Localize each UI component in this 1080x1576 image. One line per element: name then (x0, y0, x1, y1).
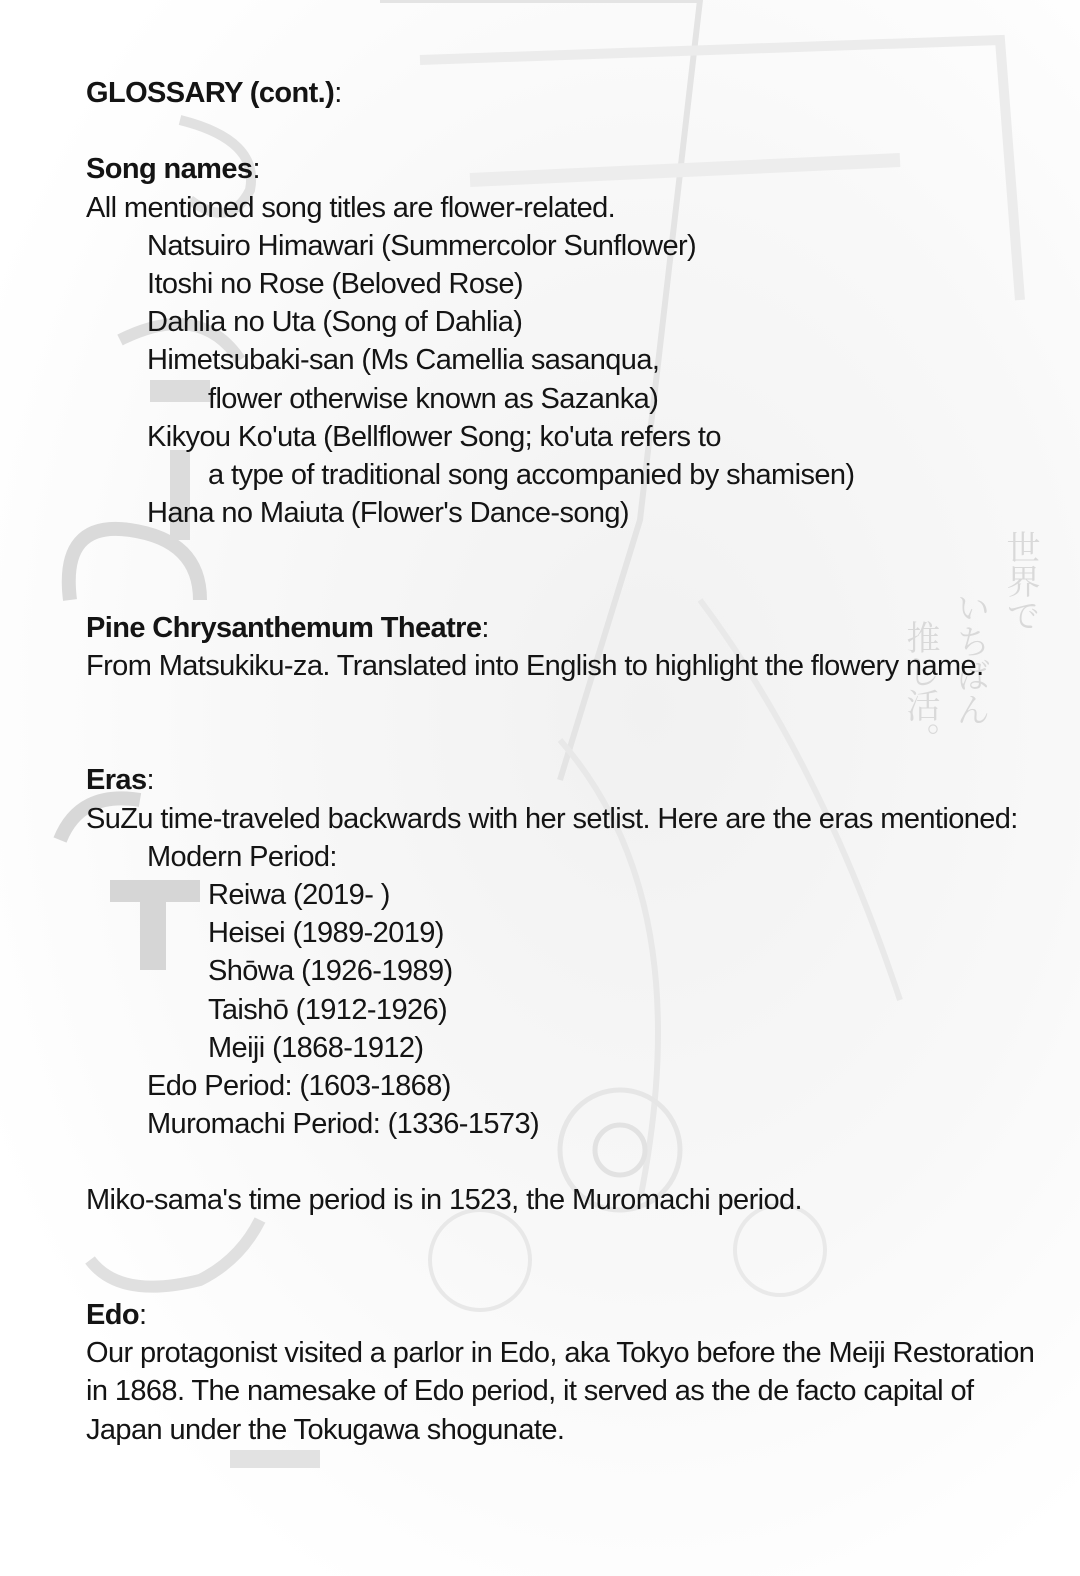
glossary-title-line (86, 74, 1046, 112)
songs-intro: All mentioned song titles are flower-related. (86, 191, 616, 224)
spacer (86, 1220, 1046, 1296)
eras-heading-line (86, 761, 1046, 799)
song-item: Natsuiro Himawari (Summercolor Sunflower) (147, 229, 697, 262)
spacer (86, 112, 1046, 150)
edo-text-line: Japan under the Tokugawa shogunate. (86, 1413, 565, 1446)
spacer (86, 1143, 1046, 1181)
bg-vertical-line-1: 世界で (1000, 530, 1040, 632)
edo-heading-line (86, 1296, 1046, 1334)
edo-text-line: in 1868. The namesake of Edo period, it served as the de facto capital of (86, 1375, 974, 1408)
song-item: Kikyou Ko'uta (Bellflower Song; ko'uta refers to (147, 420, 721, 453)
eras-intro: SuZu time-traveled backwards with her setlist. Here are the eras mentioned: (86, 802, 1018, 835)
era-item: Taishō (1912-1926) (208, 993, 448, 1026)
muromachi-period: Muromachi Period: (1336-1573) (147, 1108, 540, 1141)
bg-vertical-line-3: 推し活。 (900, 620, 940, 756)
glossary-text (86, 74, 1046, 1449)
colon: : (334, 77, 342, 109)
song-item: Hana no Maiuta (Flower's Dance-song) (147, 497, 629, 530)
edo-period: Edo Period: (1603-1868) (147, 1069, 451, 1102)
colon: : (481, 611, 489, 644)
song-item: Himetsubaki-san (Ms Camellia sasanqua, (147, 344, 660, 377)
colon: : (146, 764, 154, 797)
era-item: Shōwa (1926-1989) (208, 955, 453, 988)
era-item: Heisei (1989-2019) (208, 917, 444, 950)
songs-heading-line (86, 150, 1046, 188)
song-item: Dahlia no Uta (Song of Dahlia) (147, 306, 523, 339)
eras-note: Miko-sama's time period is in 1523, the Muromachi period. (86, 1184, 802, 1217)
song-item-continuation: a type of traditional song accompanied by shamisen) (208, 458, 855, 491)
era-item: Reiwa (2019- ) (208, 878, 390, 911)
edo-heading: Edo (86, 1299, 139, 1332)
edo-text-line: Our protagonist visited a parlor in Edo, aka Tokyo before the Meiji Restoration (86, 1337, 1035, 1370)
bg-vertical-line-2: いちばん (950, 590, 990, 726)
theatre-heading-line (86, 609, 1046, 647)
era-item: Meiji (1868-1912) (208, 1031, 424, 1064)
modern-period: Modern Period: (147, 840, 337, 873)
theatre-heading: Pine Chrysanthemum Theatre (86, 611, 482, 644)
spacer (86, 685, 1046, 761)
colon: : (138, 1299, 147, 1332)
songs-heading: Song names (86, 153, 253, 186)
colon: : (252, 153, 260, 186)
theatre-text: From Matsukiku-za. Translated into English to highlight the flowery name. (86, 649, 984, 682)
song-item-continuation: flower otherwise known as Sazanka) (208, 382, 659, 415)
song-item: Itoshi no Rose (Beloved Rose) (147, 267, 523, 300)
eras-heading: Eras (86, 764, 147, 797)
spacer (86, 532, 1046, 608)
glossary-title: GLOSSARY (cont.) (86, 77, 335, 109)
